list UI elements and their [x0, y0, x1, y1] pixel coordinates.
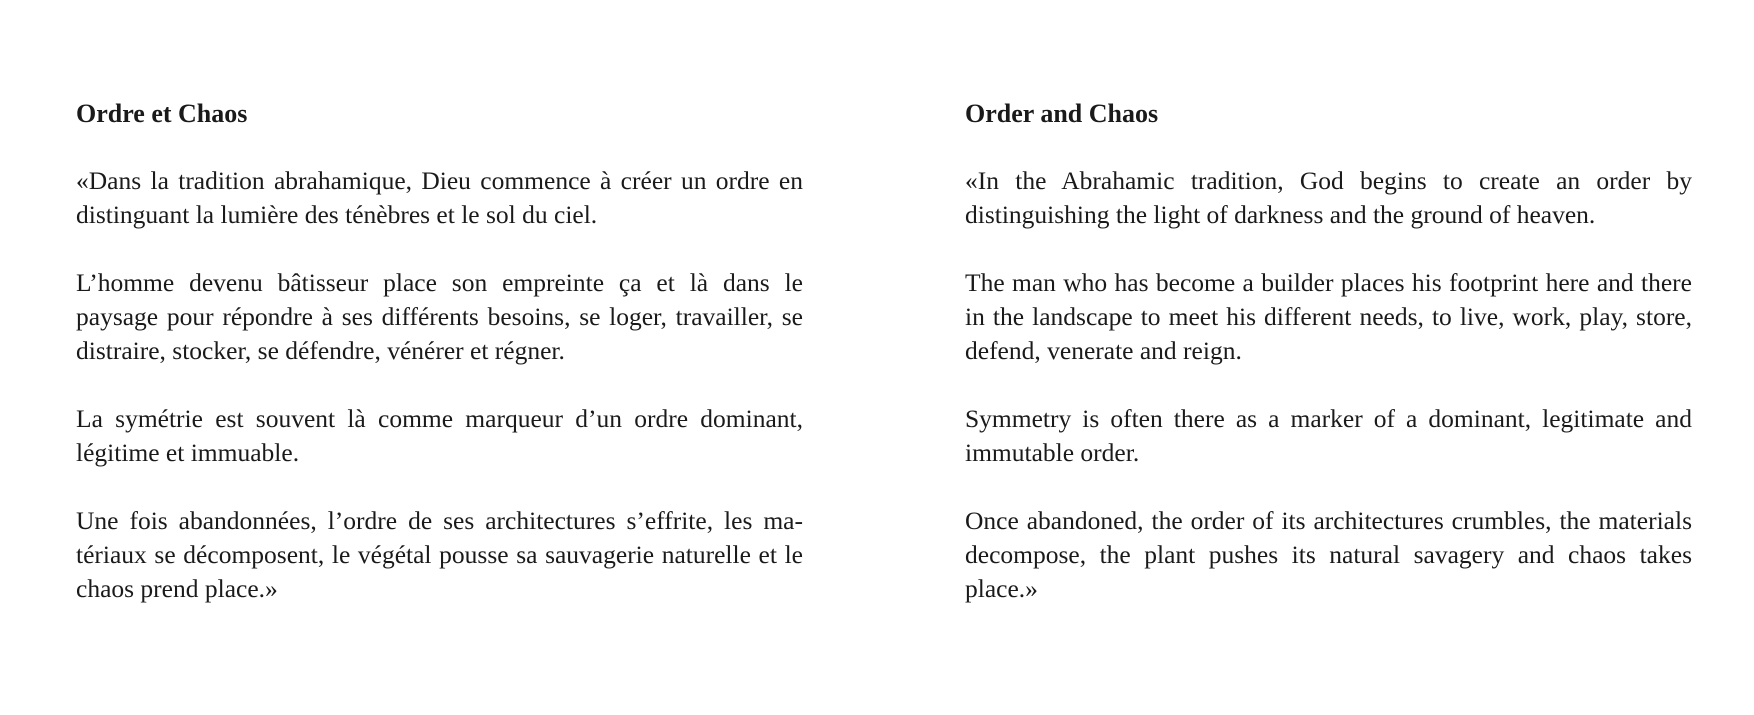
french-paragraph: Une fois abandonnées, l’ordre de ses architectures s’effrite, les matériaux se décomposent, le végétal pousse sa sauvagerie naturelle et le chaos prend place.» — [76, 506, 803, 603]
french-title: Ordre et Chaos — [76, 99, 248, 128]
english-paragraph: Once abandoned, the order of its architectures crumbles, the materials decompose, the plant pushes its natural savagery and chaos takes place.» — [965, 506, 1692, 603]
english-title: Order and Chaos — [965, 99, 1159, 128]
french-paragraph: «Dans la tradition abrahamique, Dieu commence à créer un ordre en distinguant la lumière des ténèbres et le sol du ciel. — [76, 166, 803, 229]
french-text-column — [76, 97, 803, 640]
english-paragraph: The man who has become a builder places his footprint here and there in the landscape to meet his different needs, to live, work, play, store, defend, venerate and reign. — [965, 268, 1692, 365]
english-paragraph: «In the Abrahamic tradition, God begins to create an order by distinguishing the light of darkness and the ground of heaven. — [965, 166, 1692, 229]
english-paragraph: Symmetry is often there as a marker of a dominant, legitimate and immutable order. — [965, 404, 1692, 467]
french-paragraph: L’homme devenu bâtisseur place son empreinte ça et là dans le paysage pour répondre à ses différents besoins, se loger, travailler, se distraire, stocker, se défendre, vénérer et régner. — [76, 268, 803, 365]
french-paragraph: La symétrie est souvent là comme marqueur d’un ordre dominant, légitime et immuable. — [76, 404, 803, 467]
english-text-column — [965, 97, 1692, 640]
